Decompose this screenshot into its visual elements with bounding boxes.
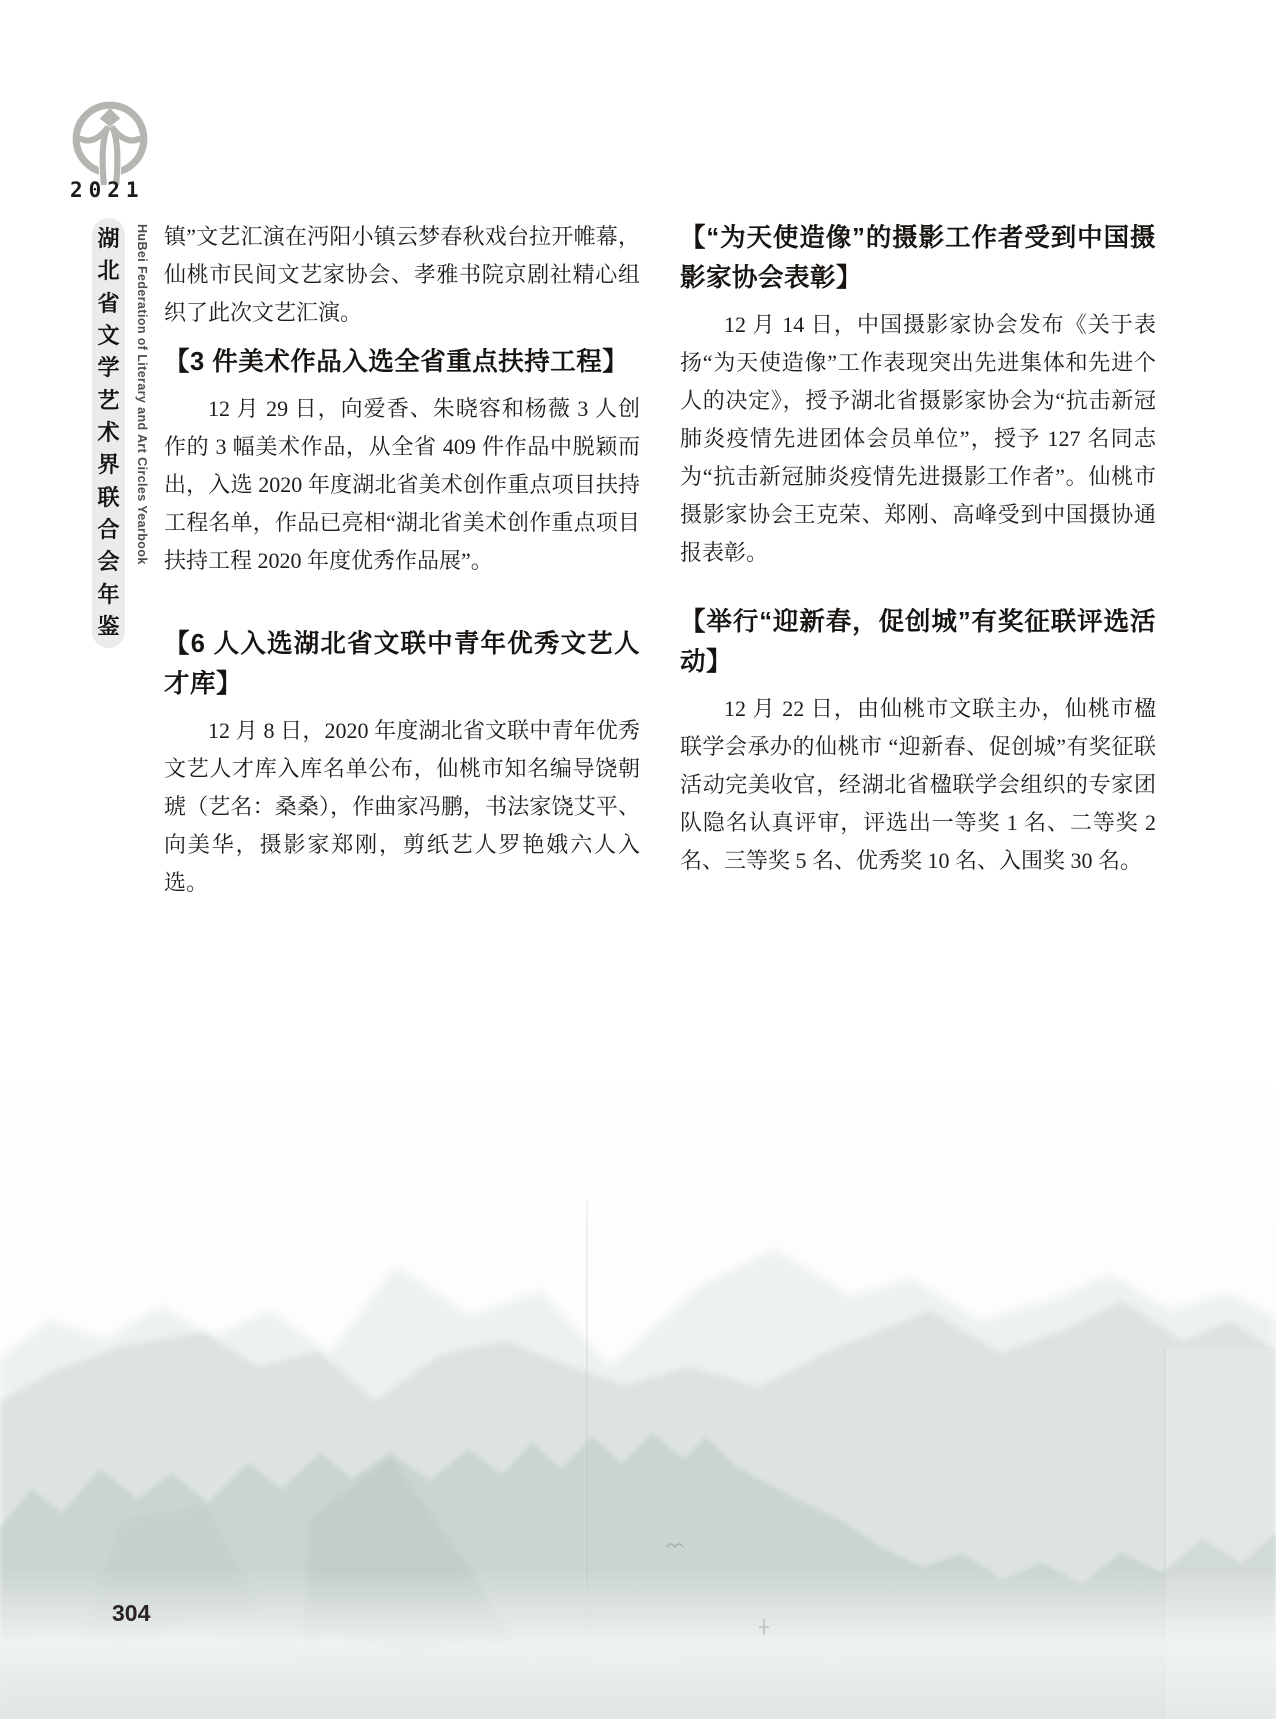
article-heading: 【6 人入选湖北省文联中青年优秀文艺人才库】 (164, 630, 640, 698)
sidebar-title-char: 术 (97, 419, 120, 445)
year-label: 2021 (70, 178, 145, 202)
sidebar-title-char: 合 (97, 516, 120, 542)
sidebar-title-char: 学 (97, 355, 120, 381)
article-paragraph: 12 月 29 日，向爱香、朱晓容和杨薇 3 人创作的 3 幅美术作品，从全省 409 件作品中脱颖而出，入选 2020 年度湖北省美术创作重点项目扶持工程名单，作品已亮相“湖北省美术创作重点项目扶持工程 2020 年度优秀作品展”。 (164, 396, 640, 573)
sidebar-title-char: 联 (97, 484, 120, 510)
article-heading: 【3 件美术作品入选全省重点扶持工程】 (164, 348, 629, 376)
sidebar-title-char: 文 (97, 322, 120, 348)
sidebar-title-char: 界 (97, 452, 120, 478)
sidebar-title-char: 年 (97, 581, 120, 607)
federation-logo (68, 96, 152, 186)
article-column-right (680, 218, 1156, 880)
article-paragraph: 12 月 22 日，由仙桃市文联主办，仙桃市楹联学会承办的仙桃市 “迎新春、促创城”有奖征联活动完美收官，经湖北省楹联学会组织的专家团队隐名认真评审，评选出一等奖 1 名、二等奖 2 名、三等奖 5 名、优秀奖 10 名、入围奖 30 名。 (680, 696, 1156, 873)
article-column-left (164, 218, 640, 902)
sidebar-title-char: 湖 (97, 226, 120, 251)
federation-emblem-icon (68, 96, 152, 186)
article-heading: 【“为天使造像”的摄影工作者受到中国摄影家协会表彰】 (680, 224, 1156, 292)
sidebar-english-title: HuBei Federation of Literary and Art Circles Yearbook (135, 224, 149, 565)
article-paragraph: 12 月 14 日，中国摄影家协会发布《关于表扬“为天使造像”工作表现突出先进集体和先进个人的决定》，授予湖北省摄影家协会为“抗击新冠肺炎疫情先进团体会员单位”，授予 127 名同志为“抗击新冠肺炎疫情先进摄影工作者”。仙桃市摄影家协会王克荣、郑刚、高峰受到中国摄协通报表彰。 (680, 312, 1156, 565)
sidebar-title-strip (92, 218, 125, 648)
mountain-landscape-art (0, 1049, 1276, 1719)
sidebar-title-char: 艺 (97, 387, 120, 413)
article-paragraph: 12 月 8 日，2020 年度湖北省文联中青年优秀文艺人才库入库名单公布，仙桃市知名编导饶朝琥（艺名：桑桑），作曲家冯鹏，书法家饶艾平、向美华，摄影家郑刚，剪纸艺人罗艳娥六人入选。 (164, 718, 640, 895)
page-number: 304 (112, 1600, 151, 1626)
sidebar-title-char: 鉴 (97, 613, 120, 639)
article-paragraph: 镇”文艺汇演在沔阳小镇云梦春秋戏台拉开帷幕，仙桃市民间文艺家协会、孝雅书院京剧社精心组织了此次文艺汇演。 (164, 224, 640, 325)
sidebar-title-char: 北 (97, 258, 120, 284)
mountain-art-svg (0, 1049, 1276, 1719)
sidebar-title-char: 省 (97, 290, 120, 316)
sidebar-title-char: 会 (97, 549, 120, 575)
article-heading: 【举行“迎新春，促创城”有奖征联评选活动】 (680, 608, 1156, 676)
